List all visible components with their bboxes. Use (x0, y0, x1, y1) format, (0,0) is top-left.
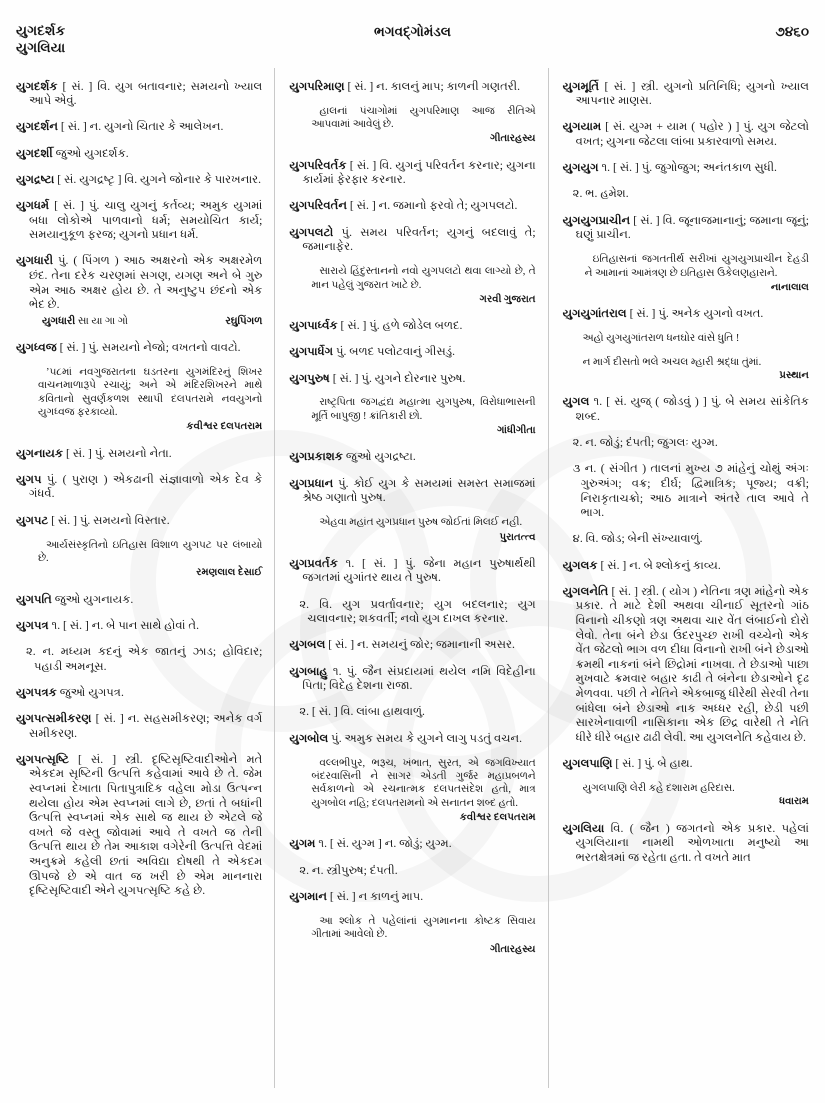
page-title: ભગવદ્ગોમંડલ (374, 24, 451, 39)
quotation-source: ગરવી ગુજરાત (479, 293, 536, 305)
entry-headword: યુગલ (562, 395, 590, 409)
entry-etymology: ૧. [ સં. ] (598, 161, 639, 175)
dictionary-entry (16, 686, 262, 701)
entry-etymology: ૧. [ સં. ] (48, 618, 89, 632)
entry-definition: પું. સમયનો નેતા. (91, 446, 172, 460)
meter-pattern (42, 315, 128, 330)
entry-headword: યુગપરિમાણ (289, 79, 345, 93)
entry-etymology: [ સં. ] (344, 79, 374, 93)
entry-etymology: [ સં. ] (612, 756, 642, 770)
entry-definition: ન. સમયનું જોર; જમાનાની અસર. (354, 638, 515, 652)
entry-etymology: [ સં. ] (599, 79, 636, 93)
dictionary-entry (16, 619, 262, 634)
dictionary-entry (563, 395, 809, 424)
entry-headword: યુગબલ (289, 638, 326, 652)
entry-definition: પું. હળે જોડેલ બળદ. (366, 319, 463, 333)
column-2 (274, 68, 535, 1088)
entry-quotation: ઇતિહાસનાં જગતતીર્થ સરીખાં યુગયુગપ્રાચીન દેહડી ને આમાનાં આમંત્રણ છે ઇતિહાસ ઉકેલણહારાને. (584, 254, 809, 279)
dictionary-entry (289, 477, 535, 506)
dictionary-entry (289, 557, 535, 586)
dictionary-entry (289, 80, 535, 95)
meter-name: યુગધારી (42, 315, 76, 327)
entry-etymology: [ સં. ] (56, 340, 86, 354)
entry-headword: યુગપરિવર્તક (289, 158, 347, 172)
entry-definition: ન. બે શ્લોકનું કાવ્ય. (626, 558, 721, 572)
entry-sense: ૨. ન. મધ્યમ કદનું એક જાતનું ઝાડ; હોવિદાર; પહાડી અમનૂસ. (26, 645, 263, 673)
dictionary-entry (16, 80, 262, 109)
entry-definition: જુઓ યુગનાયક. (51, 592, 134, 606)
dictionary-entry (289, 890, 535, 905)
entry-verse-line: અહો યુગયુગાંતરાળ ધનઘોર વાંસે ધુતિ ! (582, 333, 740, 345)
entry-definition: પું. જૈન સંપ્રદાયમાં થયેલ નમિ વિદેહીના પિતા; વિદેહ દેશના રાજા. (302, 664, 536, 693)
entry-etymology: [ સં. ] (346, 199, 376, 213)
column-container (16, 68, 809, 1088)
entry-headword: યુગપત્સમીકરણ (16, 711, 92, 725)
dictionary-entry (563, 80, 809, 109)
dictionary-entry (16, 447, 262, 462)
dictionary-entry (16, 173, 262, 188)
entry-headword: યુગપતિ (16, 592, 52, 606)
dictionary-entry (563, 307, 809, 322)
dictionary-entry (563, 585, 809, 746)
page-header (16, 22, 809, 68)
entry-definition: પું. અમુક સમય કે યુગને લાગુ પડતું વચન. (328, 731, 523, 745)
entry-etymology: [ સં. ] (58, 120, 87, 134)
entry-quotation: આર્યસંસ્કૃતિનો ઇતિહાસ વિશાળ યુગપટ પર લંબાયો છે. (38, 539, 263, 565)
entry-verse-line: ન માર્ગ દીસતો ભલે અચલ મ્હારી શ્રદ્ધા તુંમાં. (582, 356, 762, 368)
meter-example (16, 315, 262, 330)
entry-definition: ન. યુગનો ચિતાર કે આલેખન. (86, 120, 224, 134)
entry-headword: યુગનાયક (16, 446, 64, 460)
quotation-source: કવીશ્વર દલપતરામ (186, 421, 263, 433)
quotation-source: પુરાતત્ત્વ (499, 531, 536, 543)
entry-etymology: [ સં. ] (326, 889, 356, 903)
dictionary-entry (289, 638, 535, 653)
entry-definition: પું. કોઈ યુગ કે સમયમાં સમસ્ત સમાજમાં શ્રેષ્ઠ ગણાતો પુરુષ. (302, 476, 536, 505)
entry-headword: યુગદર્શન (16, 120, 59, 134)
dictionary-entry (289, 159, 535, 188)
entry-headword: યુગપત્રક (16, 685, 57, 699)
dictionary-entry (16, 753, 262, 899)
entry-etymology: ૧. [ સં. યુગ્મ ] (315, 837, 382, 851)
entry-headword: યુગપ (16, 472, 42, 486)
entry-sense: ૨. ભ. હમેશ. (572, 187, 629, 201)
entry-etymology: [ સં. ] (329, 371, 359, 385)
dictionary-entry (563, 161, 809, 176)
entry-headword: યુગપાર્ધ્વક (289, 319, 338, 333)
entry-definition: વિ. યુગનું પરિવર્તન કરનાર; યુગના કાર્યમાં ફેરફાર કરનાર. (302, 158, 536, 187)
entry-headword: યુગમૂર્તિ (562, 79, 600, 93)
entry-definition: પું. યુગ જેટલો વખત; યુગના જેટલા લાંબા પ્રકારવાળો સમય. (575, 120, 809, 148)
dictionary-entry (16, 473, 262, 502)
entry-sense: ૨. ન. જોડું; દંપતી; જુગલઃ યુગ્મ. (572, 436, 718, 450)
entry-etymology: [ સં. યુગ્મ + યામ ( પહોર ) ] (601, 120, 740, 134)
dictionary-entry (289, 345, 535, 360)
entry-etymology: [ સં. ] (91, 711, 124, 725)
quotation-source: ધવારામ (779, 796, 809, 808)
entry-headword: યુગદર્શક (16, 79, 58, 93)
entry-headword: યુગપાર્ધેગ (289, 345, 334, 359)
dictionary-entry (289, 732, 535, 747)
dictionary-entry (563, 559, 809, 574)
entry-etymology: [ સં. ] (626, 307, 656, 321)
entry-headword: યુગયુગપ્રાચીન (562, 213, 631, 227)
quotation-source: ગાંધીગીતા (497, 425, 536, 437)
entry-etymology: [ સં. ] (63, 446, 92, 460)
entry-definition: પું. જુગોજુગ; અનંતકાળ સુધી. (638, 161, 777, 175)
entry-etymology: [ સં. ] (57, 79, 93, 93)
entry-etymology: [ સં. ] (346, 158, 377, 172)
entry-definition: પું. સમયનો નેજો; વખતનો વાવટો. (85, 340, 241, 354)
entry-etymology: ૧. [ સં. યુજ્ ( જોડવું ) ] (589, 395, 707, 409)
entry-etymology: ૧. [ સં. ] (337, 556, 398, 570)
entry-headword: યુગયુગ (562, 161, 599, 175)
dictionary-entry (289, 319, 535, 334)
dictionary-entry (289, 199, 535, 214)
dictionary-entry (16, 254, 262, 312)
entry-definition: વિ. જૂનાજમાનાનું; જમાના જૂનું; ઘણું પ્રાચીન. (575, 213, 809, 242)
entry-etymology: [ સં. ] (597, 558, 627, 572)
entry-definition: વિ. યુગ બતાવનાર; સમયનો ખ્યાલ આપે એવું. (29, 79, 263, 108)
quotation-source: ગીતારહસ્ય (490, 133, 536, 145)
entry-definition: વિ. ( જૈન ) જગતનો એક પ્રકાર. પહેલાં યુગલિયાના નામથી ઓળખાતા મનુષ્યો આ ભરતક્ષેત્રમાં જ રહેતા હતા. તે વખતે માત (575, 821, 809, 864)
entry-sense: ૨. ન. સ્ત્રીપુરુષ; દંપતી. (299, 863, 398, 877)
guide-word-first: યુગદર્શક (16, 23, 66, 38)
entry-definition: ન. સહસમીકરણ; અનેક વર્ગ સમીકરણ. (29, 711, 263, 740)
entry-definition: પું. અનેક યુગનો વખત. (655, 307, 764, 321)
dictionary-entry (563, 120, 809, 149)
entry-headword: યુગપ્રધાન (289, 476, 334, 490)
entry-definition: ન. જમાનો ફરવો તે; યુગપલટો. (375, 199, 518, 213)
entry-etymology: [ સં. ] (48, 513, 77, 527)
entry-definition: સ્ત્રી. દૃષ્ટિસૃષ્ટિવાદીઓને મતે એકદમ સૃષ્ટિની ઉત્પત્તિ કહેવામાં આવે છે તે. જેમ સ્વપ્નમાં દેખાતા પિતાપુત્રાદિક વહેલા મોડા ઉત્પન્ન થયેલા હોય એમ સ્વપ્નમાં લાગે છે, છતાં તે બધાંની ઉત્પત્તિ સ્વપ્નમાં એક સાથે જ થાય છે એટલે જે વખતે જે વસ્તુ જોવામાં આવે તે વખતે જ તેની ઉત્પત્તિ થાય છે તેમ આકાશ વગેરેની ઉત્પત્તિ વેદમાં અનુક્રમે કહેલી છતાં અવિદ્યા દોષથી તે એકદમ ઊપજે છે એ વાત જ ખરી છે એમ માનનારા દૃષ્ટિસૃષ્ટિવાદી એને યુગપત્સૃષ્ટિ કહે છે. (29, 752, 263, 898)
dictionary-entry (289, 450, 535, 465)
entry-definition: જુઓ યુગપત્ર. (56, 685, 124, 699)
entry-definition: પું. સમય પરિવર્તન; યુગનું બદલાવું તે; જમાનાફેર. (302, 225, 536, 254)
column-3 (548, 68, 809, 1088)
meter-source: રઘુપિંગળ (225, 315, 263, 327)
entry-headword: યુગયુગાંતરાલ (562, 307, 627, 321)
entry-quotation: આ શ્લોક તે પહેલાંનાં યુગમાનના કોષ્ટક સિવાય ગીતામાં આવેલો છે. (311, 915, 536, 941)
entry-etymology: [ સં. ] (69, 752, 117, 766)
dictionary-entry (289, 372, 535, 387)
entry-sense: ૩ ન. ( સંગીત ) તાલનાં મુખ્ય ૭ માંહેનું ચોથું અંગઃ ગુરુઅંગ; વક્ર; દીર્ઘ; દ્વિમાત્રિક; પૂજ્ય; વક્રી; નિરાકૃતાચક્રો; આઠ માત્રાને અંતરે તાલ આવે તે ભાગ. (572, 462, 809, 520)
entry-sense: ૪. વિ. જોડ; બેની સંખ્યાવાળું. (572, 532, 703, 546)
entry-sense: ૨. [ સં. ] વિ. લાંબા હાથવાળું. (299, 705, 425, 719)
entry-definition: પું. ચાલુ યુગનું કર્તવ્ય; અમુક યુગમાં બધા લોકોએ પાળવાનો ધર્મ; સમયોચિત કાર્ય; સમયાનુકૂળ ફરજ; યુગનો પ્રધાન ધર્મ. (29, 198, 263, 242)
entry-headword: યુગપુરુષ (289, 371, 330, 385)
entry-definition: જુઓ યુગદ્રષ્ટા. (342, 450, 416, 464)
entry-etymology: [ સં. ] (630, 213, 660, 227)
entry-verse-line: યુગલપાણિ લેરી કહે દશારામ હરિદાસ. (582, 782, 735, 794)
quotation-source: કવીશ્વર દલપતરામ (459, 812, 536, 824)
entry-quotation: સારાયે હિંદુસ્તાનનો નવો યુગપલટો થવા લાગ્યો છે, તે માન પહેલું ગુજરાત ખાટે છે. (311, 266, 536, 291)
entry-definition: જુઓ યુગદર્શક. (52, 146, 129, 160)
entry-headword: યુગલિયા (562, 821, 605, 835)
page-number: ૭૪૬૦ (775, 24, 809, 39)
entry-headword: યુગપ્રવર્તક (289, 556, 338, 570)
quotation-source: નાનાલાલ (770, 281, 809, 293)
entry-headword: યુગપત્ર (16, 618, 49, 632)
meter-syllables: સા યા ગા ગો (75, 315, 128, 327)
dictionary-entry (16, 120, 262, 135)
guide-word-last: યુગલિયા (16, 40, 66, 55)
entry-headword: યુગલનેતિ (562, 584, 609, 598)
entry-headword: યુગપટ (16, 513, 49, 527)
entry-definition: ન. બે પાન સાથે હોવાં તે. (88, 618, 199, 632)
dictionary-entry (289, 837, 535, 852)
entry-definition: પું. સમયનો વિસ્તાર. (76, 513, 170, 527)
entry-definition: પું. ( પિંગળ ) આઠ અક્ષરનો એક અક્ષરમેળ છંદ. તેના દરેક ચરણમાં સગણ, યગણ અને બે ગુરુ એમ આઠ અક્ષર હોય છે. તે અનુષ્ટુપ છંદનો એક ભેદ છે. (29, 254, 263, 312)
entry-quotation: હાલનાં પંચાગોમાં યુગપરિમાણ આજ રીતિએ આપવામાં આવેલું છે. (311, 105, 536, 130)
entry-headword: યુગલપાણિ (562, 756, 613, 770)
dictionary-entry (16, 341, 262, 356)
dictionary-entry (16, 147, 262, 162)
entry-headword: યુગપરિવર્તન (289, 199, 347, 213)
entry-headword: યુગપ્રકાશક (289, 450, 343, 464)
dictionary-entry (289, 226, 535, 255)
dictionary-entry (563, 214, 809, 243)
entry-headword: યુગધારી (16, 254, 54, 268)
entry-definition: પું. યુગને દોરનાર પુરુષ. (358, 371, 466, 385)
entry-definition: પું. જેના મહાન પુરુષાર્થથી જગતમાં યુગાંતર થાય તે પુરુષ. (302, 556, 536, 585)
entry-definition: સ્ત્રી. યુગનો પ્રતિનિધિ; યુગનો ખ્યાલ આપનાર માણસ. (575, 79, 809, 108)
entry-headword: યુગમાન (289, 889, 327, 903)
dictionary-entry (563, 757, 809, 772)
entry-definition: ન કાળનું માપ. (355, 889, 424, 903)
entry-quotation: એહવા મહાંત યુગપ્રધાન પુરુષ જોઈતાં મિલઈ નહી. (319, 517, 523, 529)
entry-etymology: [ સં. ] (608, 584, 639, 598)
quotation-source: રમણલાલ દેસાઈ (196, 567, 263, 579)
entry-etymology: [ સં. યુગદ્રષ્ટૃ ] (54, 172, 122, 186)
dictionary-entry (16, 514, 262, 529)
dictionary-entry (16, 199, 262, 243)
quotation-source: ગીતારહસ્ય (490, 943, 536, 955)
entry-headword: યુગધર્મ (16, 198, 50, 212)
entry-quotation: ’૫૮માં નવગુજરાતના ઘડતરના યુગમંદિરનું શિખર વાચનમાળારૂપે રચાયું; અને એ મંદિરશિખરને માથે કવિતાનો સુવર્ણકળશ સ્થાપી દલપતરામે નવયુગનો યુગધ્વજ ફરકાવ્યો. (38, 366, 263, 419)
column-1 (16, 68, 262, 1088)
entry-headword: યુગબોલ (289, 731, 329, 745)
entry-headword: યુગયામ (562, 120, 602, 134)
dictionary-entry (563, 822, 809, 866)
entry-definition: પું. ( પુરાણ ) એકઢાની સંજ્ઞાવાળો એક દેવ કે ગંધર્વ. (29, 472, 263, 501)
entry-definition: ન. કાલનું માપ; કાળની ગણતરી. (373, 79, 520, 93)
entry-definition: ન. જોડું; યુગ્મ. (381, 837, 452, 851)
entry-headword: યુગલક (562, 558, 598, 572)
entry-headword: યુગબાહુ (289, 664, 328, 678)
dictionary-entry (16, 593, 262, 608)
entry-etymology: [ સં. ] (325, 638, 355, 652)
entry-definition: વિ. યુગને જોનાર કે પારખનાર. (121, 172, 262, 186)
entry-definition: પું. બળદ પલોટવાનું ગીસડું. (333, 345, 455, 359)
dictionary-entry (289, 665, 535, 694)
dictionary-entry (16, 712, 262, 741)
entry-headword: યુગપત્સૃષ્ટિ (16, 752, 70, 766)
entry-headword: યુગદર્શી (16, 146, 53, 160)
entry-quotation: રાષ્ટ્રપિતા જગદ્વંદ્ય મહાત્મા યુગપુરુષ, વિરોધાભાસની મૂર્તિ બાપુજી ! ક્રાંતિકારી છો. (311, 397, 536, 422)
entry-etymology: [ સં. ] (49, 198, 85, 212)
entry-definition: પું. બે હાથ. (641, 756, 693, 770)
entry-etymology: ૧. (327, 664, 342, 678)
entry-quotation: વલ્લભીપુર, ભરૂચ, ખંભાત, સુરત, એ જગવિખ્યાત બંદરવાસિની ને સાગર એડતી ગુર્જર મહાપ્રબળને સર્વકાળનો એ રચનાત્મક દલપતસંદેશ હતો, માત્ર યુગબોલ નહિ; દલપતરામનો એ સનાતન શબ્દ હતો. (311, 757, 536, 809)
entry-headword: યુગપલટો (289, 225, 334, 239)
quotation-source: પ્રસ્થાન (779, 370, 809, 382)
entry-headword: યુગધ્વજ (16, 340, 57, 354)
entry-definition: પું. બે સમય સાંકેતિક શબ્દ. (575, 395, 809, 424)
entry-headword: યુગમ (289, 837, 316, 851)
entry-sense: ૨. વિ. યુગ પ્રવર્તાવનાર; યુગ બદલનાર; યુગ ચલાવનાર; શકવર્તી; નવો યુગ દાખલ કરનાર. (299, 597, 536, 626)
entry-headword: યુગદ્રષ્ટા (16, 172, 55, 186)
entry-etymology: [ સં. ] (337, 319, 367, 333)
entry-definition: સ્ત્રી. ( યોગ ) નેતિના ત્રણ માંહેનો એક પ્રકાર. તે માટે દેશી અથવા ચીનાઈ સૂતરનો ગાંઠ વિનાનો ચીકણો ત્રણ અથવા ચાર વેંત લંબાઈનો દોરો લેવો. તેના બંને છેડા ઉંદરપુચ્છ રાખી વચ્ચેનો એક વેંત જેટલો ભાગ વળ દીધા વિનાનો રાખી બંને છેડાઓ ક્રમથી નાકનાં બંને છિદ્રોમાં નાખવા. તે છેડાઓ પાછા મુખવાટે ક્રમવાર બહાર કાઢી તે બંનેના છેડાઓને દૃઢ મેળવવા. પછી તે નેતિને એકબાજુ ધીરેથી સેરવી તેના બાંધેલા બંને છેડાઓ નાક અધ્ધર રહી, છેડી પછી સારખેનાવાળી નાસિકાના એક છિદ્ર વારેથી તે નેતિ ધીરે ધીરે બહાર ઢાઢી લેવી. આ યુગલનેતિ કહેવાય છે. (575, 584, 809, 744)
